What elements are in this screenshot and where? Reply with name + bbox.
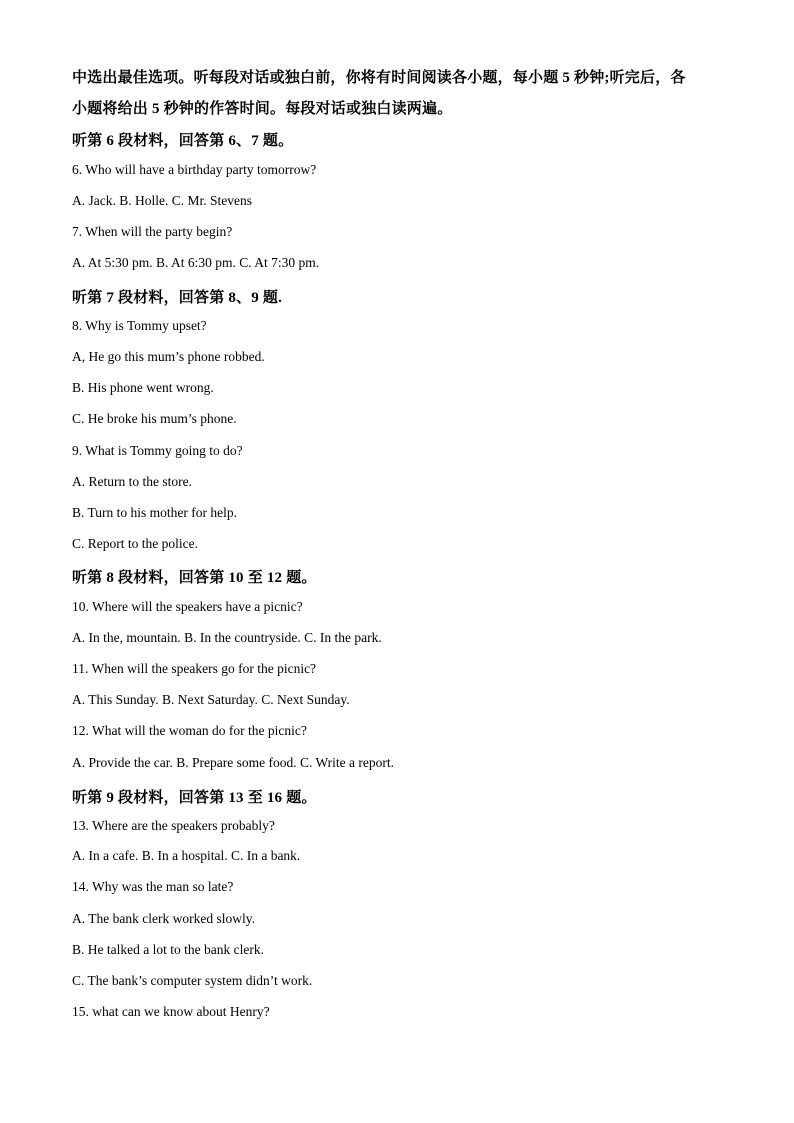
- answer-options: A. In a cafe. B. In a hospital. C. In a bank.: [72, 848, 301, 863]
- answer-options: A. Provide the car. B. Prepare some food. C. Write a report.: [72, 755, 394, 770]
- section-heading: 听第 9 段材料，回答第 13 至 16 题。: [72, 790, 317, 806]
- answer-option: A. The bank clerk worked slowly.: [72, 911, 255, 926]
- answer-option: C. Report to the police.: [72, 536, 198, 551]
- answer-options: A. This Sunday. B. Next Saturday. C. Next Sunday.: [72, 692, 350, 707]
- answer-options: A. At 5:30 pm. B. At 6:30 pm. C. At 7:30 pm.: [72, 255, 320, 270]
- answer-option: B. His phone went wrong.: [72, 380, 214, 395]
- question-text: 14. Why was the man so late?: [72, 879, 234, 894]
- section-heading: 听第 7 段材料，回答第 8、9 题.: [72, 290, 283, 306]
- question-text: 6. Who will have a birthday party tomorrow?: [72, 162, 317, 177]
- answer-options: A. In the, mountain. B. In the countryside. C. In the park.: [72, 630, 382, 645]
- question-text: 9. What is Tommy going to do?: [72, 443, 243, 458]
- answer-option: B. Turn to his mother for help.: [72, 505, 238, 520]
- question-text: 7. When will the party begin?: [72, 224, 233, 239]
- question-text: 8. Why is Tommy upset?: [72, 318, 207, 333]
- question-text: 12. What will the woman do for the picnic?: [72, 723, 307, 738]
- instructions-line-2: 小题将给出 5 秒钟的作答时间。每段对话或独白读两遍。: [72, 101, 453, 117]
- question-text: 15. what can we know about Henry?: [72, 1004, 270, 1019]
- section-heading: 听第 8 段材料，回答第 10 至 12 题。: [72, 570, 317, 586]
- question-text: 13. Where are the speakers probably?: [72, 818, 275, 833]
- question-text: 11. When will the speakers go for the picnic?: [72, 661, 317, 676]
- answer-option: B. He talked a lot to the bank clerk.: [72, 942, 264, 957]
- answer-option: C. The bank’s computer system didn’t work.: [72, 973, 313, 988]
- answer-options: A. Jack. B. Holle. C. Mr. Stevens: [72, 193, 252, 208]
- instructions-line-1: 中选出最佳选项。听每段对话或独白前，你将有时间阅读各小题，每小题 5 秒钟;听完后，各: [72, 70, 686, 86]
- answer-option: C. He broke his mum’s phone.: [72, 411, 237, 426]
- question-text: 10. Where will the speakers have a picnic?: [72, 599, 303, 614]
- answer-option: A. Return to the store.: [72, 474, 192, 489]
- answer-option: A, He go this mum’s phone robbed.: [72, 349, 265, 364]
- section-heading: 听第 6 段材料，回答第 6、7 题。: [72, 133, 294, 149]
